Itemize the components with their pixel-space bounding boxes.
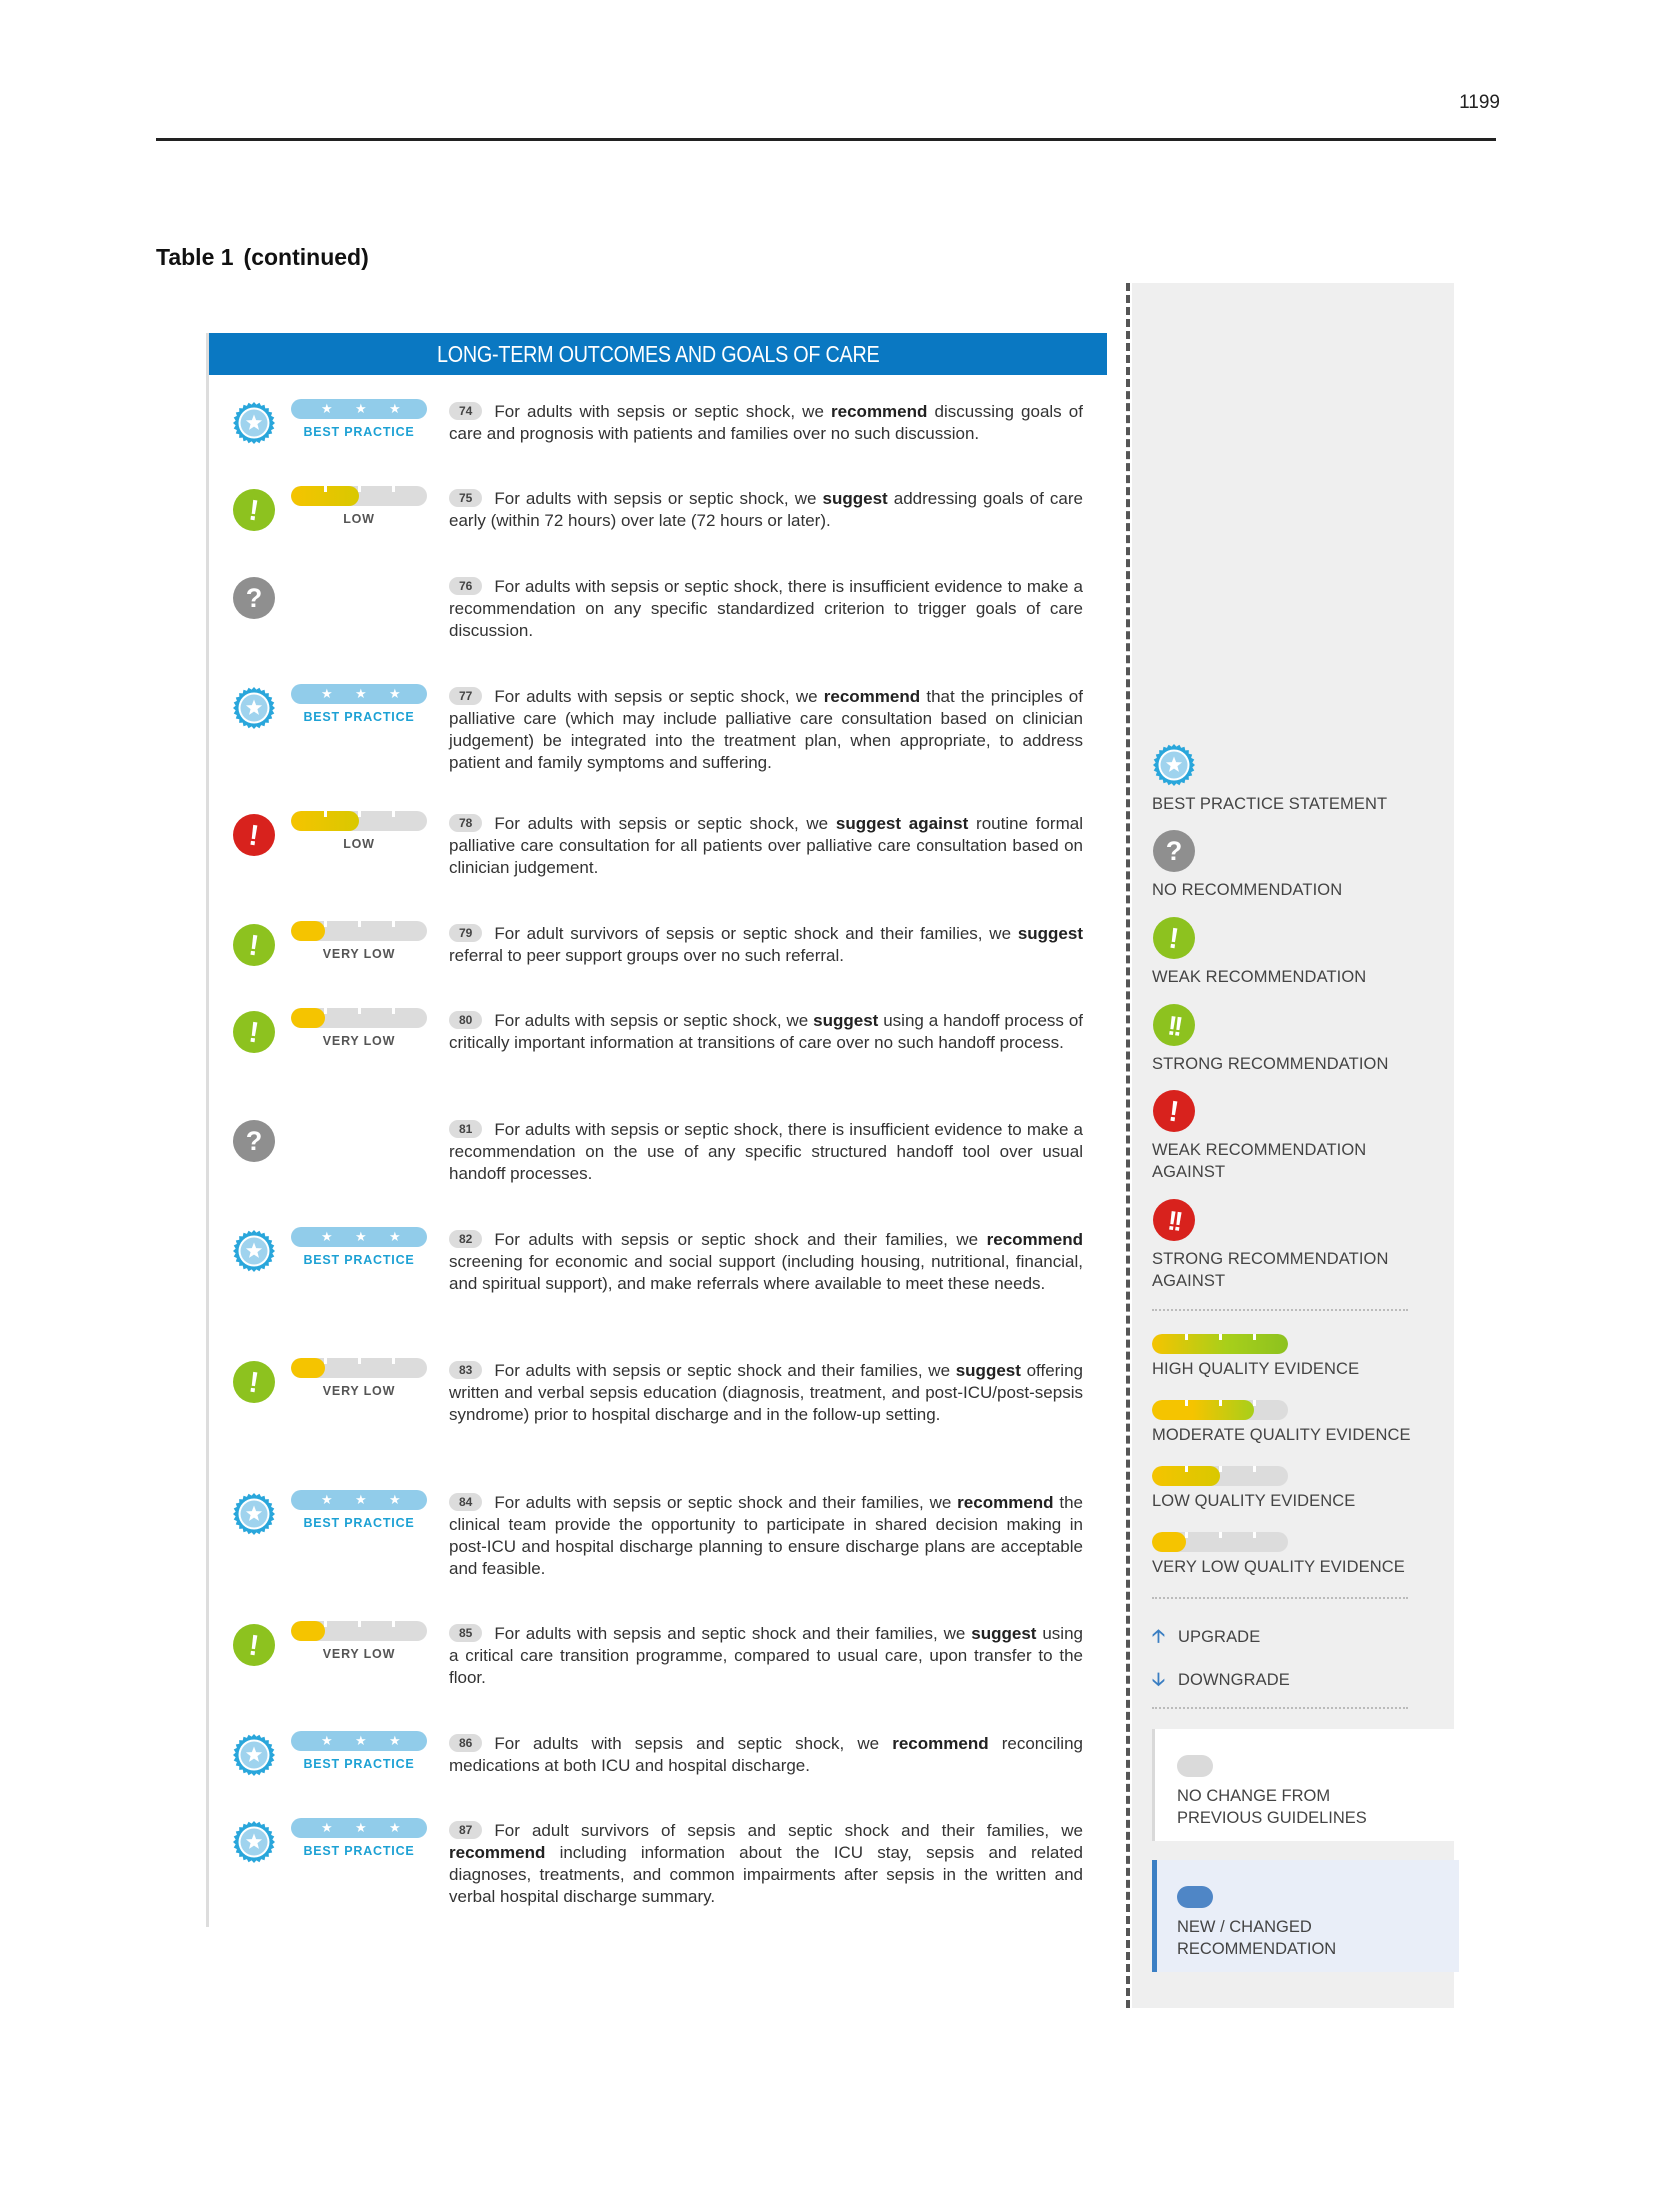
evidence-indicator [291, 486, 429, 526]
legend-new-changed-line1: NEW / CHANGED [1177, 1918, 1312, 1936]
svg-text:!!: !! [1165, 1205, 1182, 1237]
recommendation-strength: recommend [957, 1493, 1054, 1512]
evidence-label: BEST PRACTICE [303, 425, 415, 439]
svg-text:!: ! [246, 494, 261, 528]
evidence-indicator [291, 1490, 429, 1530]
recommendation-text [449, 576, 1083, 642]
high-quality-bar [1152, 1334, 1288, 1354]
star-icon: ★ [355, 1492, 367, 1507]
evidence-fill [291, 921, 325, 941]
recommendation-text-post: the clinical team provide the opportunity to participate in shared decision making in post-ICU and hospital discharge planning to ensure discharge plans are acceptable and feasible. [449, 1493, 1084, 1578]
legend-divider [1152, 1707, 1408, 1709]
svg-text:!: ! [246, 1629, 261, 1663]
green-exclamation-icon [232, 1623, 276, 1667]
legend-divider [1152, 1597, 1408, 1599]
red-exclamation-icon [232, 813, 276, 857]
evidence-quality-bar [291, 1358, 427, 1378]
star-icon: ★ [389, 1733, 401, 1748]
legend-weak-recommendation: WEAK RECOMMENDATION [1152, 968, 1367, 986]
recommendation-number: 80 [449, 1011, 482, 1029]
section-title: LONG-TERM OUTCOMES AND GOALS OF CARE [436, 341, 880, 367]
recommendation-text [449, 1010, 1083, 1054]
recommendation-text [449, 1360, 1083, 1426]
evidence-label: VERY LOW [322, 1647, 396, 1661]
blue-seal-star-icon [232, 686, 276, 730]
recommendation-text-post: that the principles of palliative care (which may include palliative care consultation based on clinician judgement) be integrated into the treatment plan, when appropriate, to address patient and family symptoms and suffering. [449, 687, 1083, 772]
legend-low-quality: LOW QUALITY EVIDENCE [1152, 1492, 1356, 1510]
low-quality-bar [1152, 1466, 1288, 1486]
recommendation-text [449, 1820, 1083, 1908]
star-icon: ★ [321, 1229, 333, 1244]
evidence-tick [358, 811, 361, 817]
blue-seal-star-icon [232, 1492, 276, 1536]
evidence-label: BEST PRACTICE [303, 1253, 415, 1267]
evidence-tick [1219, 1334, 1222, 1340]
legend-new-changed [1177, 1916, 1336, 1960]
recommendation-strength: suggest [971, 1624, 1037, 1643]
weak-against-icon [1152, 1089, 1196, 1133]
legend-strong-against [1152, 1248, 1452, 1292]
star-icon: ★ [355, 1229, 367, 1244]
evidence-indicator [291, 1227, 429, 1267]
evidence-indicator [291, 1358, 429, 1398]
evidence-indicator [291, 811, 429, 851]
arrow-up-icon: 🡡 [1152, 1626, 1165, 1646]
new-changed-pill [1177, 1886, 1213, 1908]
no-change-pill [1177, 1755, 1213, 1777]
recommendation-text-post: addressing goals of care early (within 72 hours) over late (72 hours or later). [449, 489, 1083, 530]
moderate-quality-bar [1152, 1400, 1288, 1420]
recommendation-number: 84 [449, 1493, 482, 1511]
legend-very-low-quality: VERY LOW QUALITY EVIDENCE [1152, 1558, 1405, 1576]
blue-seal-star-icon [232, 401, 276, 445]
recommendation-strength: recommend [449, 1843, 546, 1862]
recommendation-text-pre: For adults with sepsis and septic shock and their families, we [494, 1624, 972, 1643]
recommendation-text [449, 1492, 1083, 1580]
recommendation-text-pre: For adults with sepsis or septic shock, there is insufficient evidence to make a recommendation on the use of any specific structured handoff tool over usual handoff processes. [449, 1120, 1083, 1183]
evidence-tick [392, 1358, 395, 1364]
evidence-quality-bar [291, 486, 427, 506]
recommendation-text-pre: For adults with sepsis or septic shock, we [494, 1011, 814, 1030]
recommendation-text [449, 1733, 1083, 1777]
star-icon: ★ [389, 1820, 401, 1835]
evidence-fill [291, 1621, 325, 1641]
evidence-tick [392, 921, 395, 927]
green-exclamation-icon [232, 1010, 276, 1054]
strong-recommendation-icon [1152, 1003, 1196, 1047]
recommendation-text-post: routine formal palliative care consultation for all patients over palliative care consultation based on clinician judgement. [449, 814, 1083, 877]
legend-high-quality: HIGH QUALITY EVIDENCE [1152, 1360, 1360, 1378]
evidence-label: BEST PRACTICE [303, 1516, 415, 1530]
evidence-label: LOW [343, 837, 375, 851]
recommendation-number: 77 [449, 687, 482, 705]
recommendation-text-pre: For adults with sepsis or septic shock and their families, we [494, 1230, 987, 1249]
gray-question-icon [232, 1119, 276, 1163]
recommendation-text [449, 401, 1083, 445]
evidence-tick [324, 486, 327, 492]
star-icon: ★ [321, 1492, 333, 1507]
legend-upgrade: UPGRADE [1178, 1628, 1261, 1646]
evidence-fill [1152, 1532, 1186, 1552]
arrow-down-icon: 🡣 [1152, 1669, 1165, 1689]
recommendation-strength: recommend [892, 1734, 989, 1753]
legend-moderate-quality: MODERATE QUALITY EVIDENCE [1152, 1426, 1411, 1444]
recommendation-number: 83 [449, 1361, 482, 1379]
recommendation-text [449, 1229, 1083, 1295]
recommendation-strength: suggest [822, 489, 888, 508]
evidence-tick [324, 1621, 327, 1627]
evidence-tick [392, 1621, 395, 1627]
svg-text:!: ! [1166, 1095, 1181, 1129]
svg-text:!: ! [1166, 922, 1181, 956]
recommendation-number: 86 [449, 1734, 482, 1752]
recommendation-text-pre: For adults with sepsis or septic shock, we [494, 687, 824, 706]
recommendation-strength: suggest [955, 1361, 1021, 1380]
recommendation-strength: recommend [986, 1230, 1083, 1249]
recommendation-number: 81 [449, 1120, 482, 1138]
star-icon: ★ [355, 401, 367, 416]
evidence-fill [291, 1358, 325, 1378]
evidence-tick [358, 1008, 361, 1014]
recommendation-text-post: using a handoff process of critically important information at transitions of care over no such handoff process. [449, 1011, 1083, 1052]
evidence-indicator [291, 684, 429, 724]
evidence-quality-bar [291, 921, 427, 941]
star-icon: ★ [355, 1733, 367, 1748]
evidence-tick [1219, 1400, 1222, 1406]
evidence-label: BEST PRACTICE [303, 1757, 415, 1771]
star-icon: ★ [321, 686, 333, 701]
green-exclamation-icon [232, 1360, 276, 1404]
star-icon: ★ [355, 1820, 367, 1835]
evidence-tick [1219, 1532, 1222, 1538]
section-header [209, 333, 1107, 375]
recommendation-text [449, 488, 1083, 532]
header-rule [156, 138, 1496, 141]
blue-seal-star-icon [232, 1733, 276, 1777]
best-practice-stars-bar [291, 1490, 427, 1510]
dashed-divider [1126, 283, 1130, 2008]
evidence-label: BEST PRACTICE [303, 710, 415, 724]
evidence-tick [1253, 1334, 1256, 1340]
best-practice-stars-bar [291, 1227, 427, 1247]
evidence-tick [324, 1008, 327, 1014]
recommendation-text-pre: For adults with sepsis or septic shock, there is insufficient evidence to make a recommendation on any specific standardized criterion to trigger goals of care discussion. [449, 577, 1083, 640]
svg-text:?: ? [245, 583, 263, 613]
evidence-label: BEST PRACTICE [303, 1844, 415, 1858]
recommendation-text-pre: For adults with sepsis or septic shock and their families, we [494, 1493, 958, 1512]
star-icon: ★ [321, 1733, 333, 1748]
recommendation-text-post: offering written and verbal sepsis education (diagnosis, treatment, and post-ICU/post-sepsis syndrome) prior to hospital discharge and in the follow-up setting. [449, 1361, 1083, 1424]
star-icon: ★ [321, 1820, 333, 1835]
recommendation-text-post: discussing goals of care and prognosis with patients and families over no such discussion. [449, 402, 1083, 443]
evidence-tick [1185, 1532, 1188, 1538]
svg-text:?: ? [1165, 836, 1183, 866]
star-icon: ★ [321, 401, 333, 416]
new-changed-box [1152, 1860, 1459, 1972]
star-icon: ★ [389, 401, 401, 416]
evidence-tick [392, 811, 395, 817]
weak-recommendation-icon [1152, 916, 1196, 960]
legend-weak-against-line2: AGAINST [1152, 1163, 1226, 1181]
recommendation-strength: recommend [831, 402, 928, 421]
blue-seal-star-icon [232, 1229, 276, 1273]
evidence-tick [1253, 1532, 1256, 1538]
legend-new-changed-line2: RECOMMENDATION [1177, 1940, 1337, 1958]
strong-against-icon [1152, 1198, 1196, 1242]
evidence-indicator [291, 921, 429, 961]
recommendation-text-pre: For adult survivors of sepsis or septic shock and their families, we [494, 924, 1018, 943]
evidence-indicator [291, 1731, 429, 1771]
evidence-tick [1185, 1334, 1188, 1340]
table-continued: (continued) [243, 244, 369, 270]
evidence-label: VERY LOW [322, 947, 396, 961]
evidence-tick [1253, 1400, 1256, 1406]
blue-seal-star-icon [232, 1820, 276, 1864]
recommendation-text [449, 1119, 1083, 1185]
recommendation-number: 87 [449, 1821, 482, 1839]
recommendation-text-pre: For adults with sepsis or septic shock, we [494, 402, 832, 421]
evidence-tick [324, 921, 327, 927]
legend-weak-against [1152, 1139, 1452, 1183]
svg-text:!: ! [246, 929, 261, 963]
recommendation-text [449, 923, 1083, 967]
evidence-quality-bar [291, 811, 427, 831]
evidence-tick [1185, 1400, 1188, 1406]
evidence-tick [358, 486, 361, 492]
very-low-quality-bar [1152, 1532, 1288, 1552]
evidence-quality-bar [291, 1621, 427, 1641]
star-icon: ★ [389, 1229, 401, 1244]
table-title [156, 244, 369, 271]
star-icon: ★ [389, 1492, 401, 1507]
recommendation-strength: suggest [813, 1011, 879, 1030]
legend-no-change-line2: PREVIOUS GUIDELINES [1177, 1809, 1367, 1827]
svg-text:!!: !! [1165, 1010, 1182, 1042]
recommendation-text-post: using a critical care transition programme, compared to usual care, upon transfer to the floor. [449, 1624, 1083, 1687]
svg-text:!: ! [246, 1366, 261, 1400]
svg-text:!: ! [246, 1016, 261, 1050]
recommendation-strength: suggest against [835, 814, 969, 833]
evidence-tick [1219, 1466, 1222, 1472]
evidence-tick [1185, 1466, 1188, 1472]
evidence-label: VERY LOW [322, 1034, 396, 1048]
evidence-quality-bar [291, 1008, 427, 1028]
evidence-tick [392, 486, 395, 492]
star-icon: ★ [355, 686, 367, 701]
recommendation-number: 79 [449, 924, 482, 942]
recommendation-text [449, 813, 1083, 879]
evidence-indicator [291, 1818, 429, 1858]
evidence-tick [324, 1358, 327, 1364]
evidence-fill [1152, 1400, 1254, 1420]
recommendation-text-post: referral to peer support groups over no such referral. [449, 946, 844, 965]
evidence-fill [291, 1008, 325, 1028]
svg-text:!: ! [246, 819, 261, 853]
recommendation-strength: suggest [1017, 924, 1083, 943]
green-exclamation-icon [232, 488, 276, 532]
best-practice-stars-bar [291, 1731, 427, 1751]
recommendation-text-pre: For adults with sepsis or septic shock and their families, we [494, 1361, 956, 1380]
evidence-indicator [291, 1621, 429, 1661]
legend-downgrade: DOWNGRADE [1178, 1671, 1290, 1689]
table-label: Table 1 [156, 244, 234, 270]
legend-panel [1132, 283, 1454, 2008]
recommendation-text-pre: For adults with sepsis or septic shock, we [494, 814, 836, 833]
recommendation-text-post: screening for economic and social support (including housing, nutritional, financial, and spiritual support), and make referrals where available to meet these needs. [449, 1252, 1083, 1293]
gray-question-icon [232, 576, 276, 620]
legend-no-recommendation: NO RECOMMENDATION [1152, 881, 1343, 899]
question-icon [1152, 829, 1196, 873]
recommendation-text-pre: For adult survivors of sepsis and septic shock and their families, we [494, 1821, 1083, 1840]
legend-best-practice: BEST PRACTICE STATEMENT [1152, 795, 1388, 813]
legend-strong-against-line2: AGAINST [1152, 1272, 1226, 1290]
recommendation-text-post: reconciling medications at both ICU and hospital discharge. [449, 1734, 1083, 1775]
recommendation-number: 82 [449, 1230, 482, 1248]
evidence-label: VERY LOW [322, 1384, 396, 1398]
legend-no-change [1177, 1785, 1367, 1829]
recommendation-text-pre: For adults with sepsis or septic shock, we [494, 489, 823, 508]
evidence-tick [358, 921, 361, 927]
evidence-tick [324, 811, 327, 817]
best-practice-icon [1152, 743, 1196, 787]
legend-strong-recommendation: STRONG RECOMMENDATION [1152, 1055, 1389, 1073]
recommendation-number: 78 [449, 814, 482, 832]
recommendation-strength: recommend [823, 687, 921, 706]
legend-no-change-line1: NO CHANGE FROM [1177, 1787, 1331, 1805]
evidence-tick [358, 1358, 361, 1364]
best-practice-stars-bar [291, 684, 427, 704]
evidence-indicator [291, 1008, 429, 1048]
star-icon: ★ [389, 686, 401, 701]
evidence-label: LOW [343, 512, 375, 526]
recommendations-panel [206, 333, 1107, 1927]
no-change-box [1152, 1729, 1457, 1841]
recommendation-number: 75 [449, 489, 482, 507]
legend-strong-against-line1: STRONG RECOMMENDATION [1152, 1250, 1389, 1268]
legend-divider [1152, 1309, 1408, 1311]
recommendation-number: 76 [449, 577, 482, 595]
page-number: 1199 [1459, 92, 1500, 113]
recommendation-text-pre: For adults with sepsis and septic shock, we [494, 1734, 893, 1753]
evidence-tick [392, 1008, 395, 1014]
evidence-tick [358, 1621, 361, 1627]
svg-text:?: ? [245, 1126, 263, 1156]
legend-weak-against-line1: WEAK RECOMMENDATION [1152, 1141, 1367, 1159]
recommendation-number: 85 [449, 1624, 482, 1642]
best-practice-stars-bar [291, 1818, 427, 1838]
evidence-indicator [291, 399, 429, 439]
best-practice-stars-bar [291, 399, 427, 419]
recommendation-number: 74 [449, 402, 482, 420]
recommendation-text [449, 1623, 1083, 1689]
green-exclamation-icon [232, 923, 276, 967]
recommendation-text-post: including information about the ICU stay, sepsis and related diagnoses, treatments, and common impairments after sepsis in the written and verbal hospital discharge summary. [449, 1843, 1083, 1906]
evidence-tick [1253, 1466, 1256, 1472]
recommendation-text [449, 686, 1083, 774]
